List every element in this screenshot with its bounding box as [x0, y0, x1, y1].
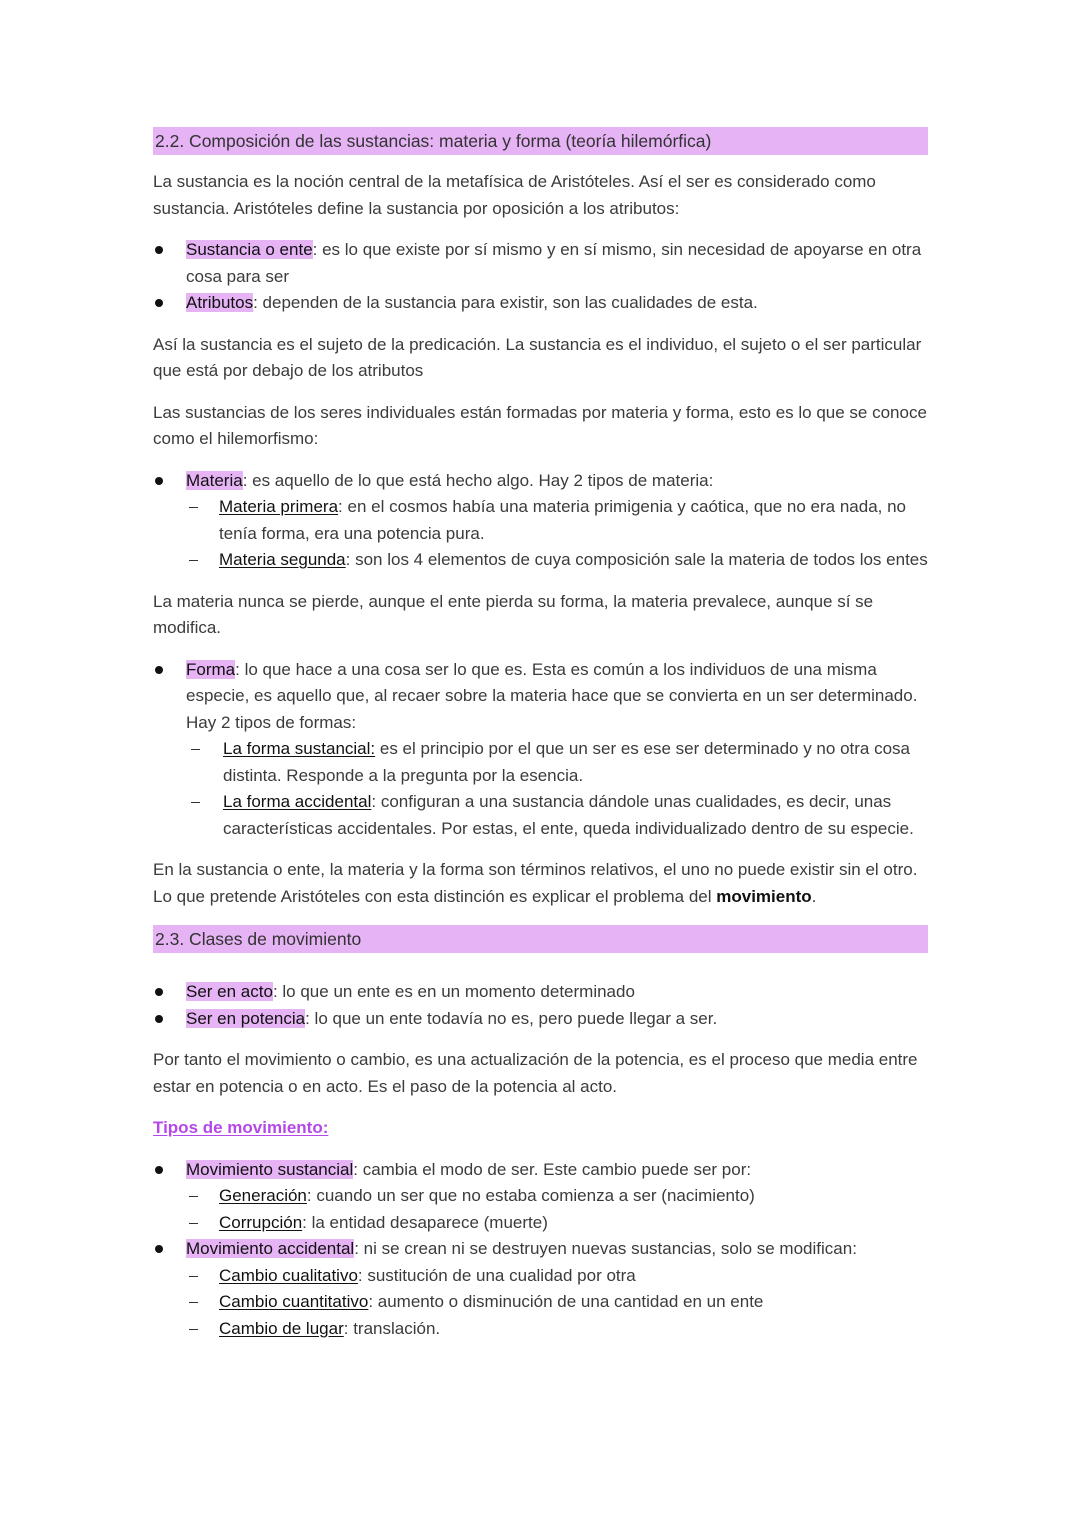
list-tipos-movimiento [153, 1157, 928, 1343]
term-forma: Forma [186, 659, 236, 679]
paragraph-sujeto-predicacion: Así la sustancia es el sujeto de la predicación. La sustancia es el individuo, el sujeto o el ser particular que está por debajo de los atributos [153, 334, 922, 380]
term-forma-accidental: La forma accidental [223, 792, 372, 811]
list-sustancia-atributos [153, 237, 928, 317]
term-generacion: Generación [219, 1186, 307, 1205]
term-sustancia-o-ente: Sustancia o ente [186, 240, 313, 259]
document-page [153, 127, 928, 1342]
term-atributos: Atributos [186, 293, 254, 312]
term-cambio-cuantitativo: Cambio cuantitativo [219, 1292, 369, 1311]
list-item: Ser en acto: lo que un ente es en un momento determinado [153, 979, 928, 1006]
term-materia-primera: Materia primera [219, 497, 339, 516]
list-item: Forma: lo que hace a una cosa ser lo que es. Esta es común a los individuos de una misma especie, es aquello que, al recaer sobre la materia hace que se convierta en un ser determinado. Hay 2 tipos de formas: La forma sustancial: es el principio por el que un ser es ese ser determinado y no otra cosa distinta. Responde a la pregunta por la esencia. La forma accidental: configuran a una sustancia dándole unas cualidades, es decir, unas características accidentales. Por estas, el ente, queda individualizado dentro de su especie. [153, 657, 928, 843]
paragraph-materia-prevalece: La materia nunca se pierde, aunque el ente pierda su forma, la materia prevalece, aunque sí se modifica. [153, 591, 874, 637]
list-acto-potencia [153, 979, 928, 1032]
section-heading-2-3: 2.3. Clases de movimiento [153, 925, 928, 953]
term-materia: Materia [186, 470, 243, 490]
paragraph-movimiento-cambio: Por tanto el movimiento o cambio, es una actualización de la potencia, es el proceso que media entre estar en potencia o en acto. Es el paso de la potencia al acto. [153, 1050, 918, 1096]
subtitle-tipos-movimiento: Tipos de movimiento: [153, 1118, 329, 1137]
sublist-item: Generación: cuando un ser que no estaba comienza a ser (nacimiento) [153, 1183, 928, 1210]
sublist-accidental [153, 1263, 928, 1343]
sublist-item: Cambio cuantitativo: aumento o disminución de una cantidad en un ente [153, 1289, 928, 1316]
term-movimiento-accidental: Movimiento accidental [186, 1239, 355, 1258]
list-item: Atributos: dependen de la sustancia para existir, son las cualidades de esta. [153, 290, 928, 317]
paragraph-terminos-relativos: En la sustancia o ente, la materia y la forma son términos relativos, el uno no puede existir sin el otro. Lo que pretende Aristóteles con esta distinción es explicar el problema del movimiento. [153, 860, 918, 906]
list-item: Movimiento sustancial: cambia el modo de ser. Este cambio puede ser por: Generación: cuando un ser que no estaba comienza a ser (nacimiento) Corrupción: la entidad desaparece (muerte) [153, 1157, 928, 1237]
sublist-item: Materia primera: en el cosmos había una materia primigenia y caótica, que no era nada, no tenía forma, era una potencia pura. [153, 494, 928, 547]
list-materia [153, 468, 928, 574]
sublist-item: Cambio de lugar: translación. [153, 1316, 928, 1343]
term-cambio-cualitativo: Cambio cualitativo [219, 1265, 358, 1285]
list-forma [153, 657, 928, 843]
sublist-item: Corrupción: la entidad desaparece (muerte) [153, 1210, 928, 1237]
list-item: Movimiento accidental: ni se crean ni se destruyen nuevas sustancias, solo se modifican: Cambio cualitativo: sustitución de una cualidad por otra Cambio cuantitativo: aumento o disminución de una cantidad en un ente Cambio de lugar: translación. [153, 1236, 928, 1342]
sublist-item: La forma accidental: configuran a una sustancia dándole unas cualidades, es decir, unas características accidentales. Por estas, el ente, queda individualizado dentro de su especie. [153, 789, 928, 842]
paragraph-hilemorfismo: Las sustancias de los seres individuales están formadas por materia y forma, esto es lo que se conoce como el hilemorfismo: [153, 402, 927, 448]
term-ser-en-potencia: Ser en potencia [186, 1008, 306, 1028]
list-item: Ser en potencia: lo que un ente todavía no es, pero puede llegar a ser. [153, 1006, 928, 1033]
section-heading-2-2: 2.2. Composición de las sustancias: materia y forma (teoría hilemórfica) [153, 127, 928, 155]
sublist-sustancial [153, 1183, 928, 1236]
sublist-item: Materia segunda: son los 4 elementos de cuya composición sale la materia de todos los entes [153, 547, 928, 574]
list-item: Sustancia o ente: es lo que existe por sí mismo y en sí mismo, sin necesidad de apoyarse en otra cosa para ser [153, 237, 928, 290]
sublist-forma [153, 736, 928, 842]
term-movimiento-sustancial: Movimiento sustancial [186, 1159, 354, 1179]
sublist-item: Cambio cualitativo: sustitución de una cualidad por otra [153, 1263, 928, 1290]
sublist-materia [153, 494, 928, 574]
sublist-item: La forma sustancial: es el principio por el que un ser es ese ser determinado y no otra cosa distinta. Responde a la pregunta por la esencia. [153, 736, 928, 789]
list-item: Materia: es aquello de lo que está hecho algo. Hay 2 tipos de materia: Materia primera: en el cosmos había una materia primigenia y caótica, que no era nada, no tenía forma, era una potencia pura. Materia segunda: son los 4 elementos de cuya composición sale la materia de todos los entes [153, 468, 928, 574]
bold-movimiento: movimiento [716, 886, 812, 906]
term-ser-en-acto: Ser en acto [186, 982, 273, 1001]
term-materia-segunda: Materia segunda [219, 550, 346, 569]
term-forma-sustancial: La forma sustancial: [223, 739, 376, 758]
paragraph-sustancia-intro: La sustancia es la noción central de la metafísica de Aristóteles. Así el ser es considerado como sustancia. Aristóteles define la sustancia por oposición a los atributos: [153, 172, 876, 218]
term-corrupcion: Corrupción [219, 1212, 303, 1232]
term-cambio-de-lugar: Cambio de lugar [219, 1318, 344, 1338]
